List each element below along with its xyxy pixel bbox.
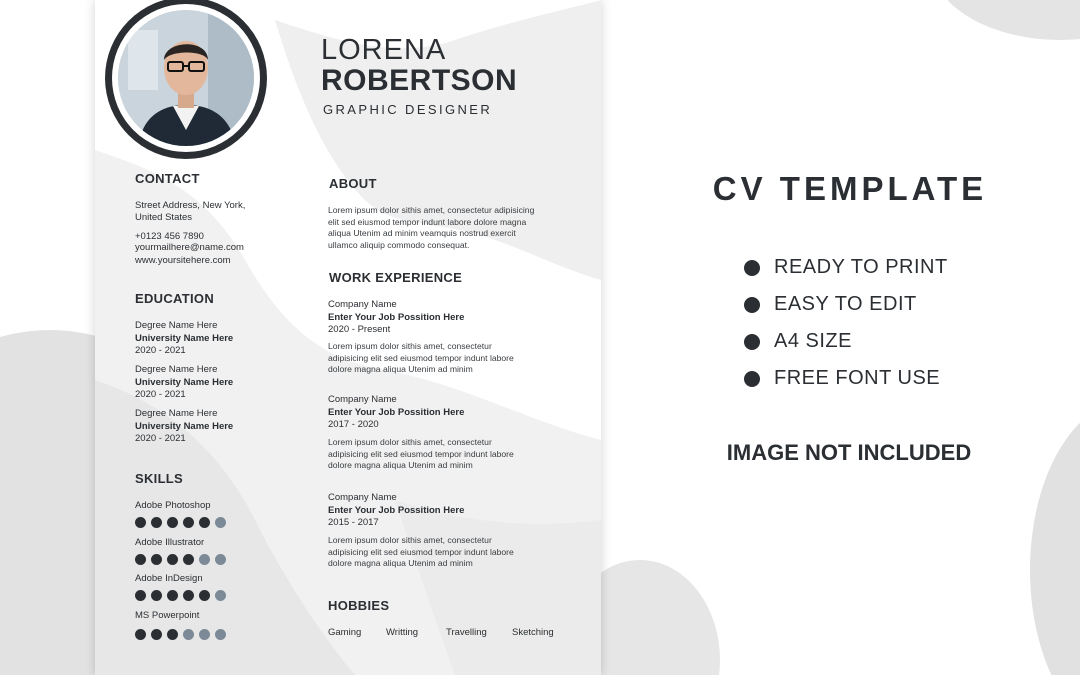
person-portrait-icon [118, 10, 254, 146]
work-company: Company Name [328, 394, 397, 405]
skill-name: MS Powerpoint [135, 610, 200, 621]
skill-dot-empty [215, 590, 226, 601]
image-not-included-note: IMAGE NOT INCLUDED [726, 440, 972, 465]
skill-dot-empty [199, 629, 210, 640]
bullet-icon [744, 334, 760, 350]
profile-photo-frame [105, 0, 267, 159]
hobby-item: Writting [386, 627, 419, 638]
feature-item [744, 293, 917, 316]
skill-dot-filled [135, 590, 146, 601]
skill-dot-filled [167, 554, 178, 565]
skill-dot-empty [215, 517, 226, 528]
education-university: University Name Here [135, 421, 234, 432]
feature-label: A4 SIZE [774, 330, 852, 352]
skill-rating [135, 629, 226, 640]
bullet-icon [744, 371, 760, 387]
feature-label: FREE FONT USE [774, 367, 941, 389]
skill-name: Adobe InDesign [135, 573, 203, 584]
skill-dot-filled [183, 554, 194, 565]
skill-dot-filled [135, 517, 146, 528]
last-name: ROBERTSON [321, 64, 518, 97]
work-experience-heading: WORK EXPERIENCE [329, 270, 463, 285]
hobbies-heading: HOBBIES [328, 598, 390, 613]
skill-dot-filled [167, 590, 178, 601]
skill-dot-filled [167, 629, 178, 640]
work-years: 2017 - 2020 [328, 419, 379, 430]
work-company: Company Name [328, 492, 397, 503]
work-position: Enter Your Job Possition Here [328, 505, 465, 516]
skill-rating [135, 517, 226, 528]
hobby-item: Gaming [328, 627, 362, 638]
hobby-item: Travelling [446, 627, 487, 638]
job-title: GRAPHIC DESIGNER [323, 102, 493, 117]
hobbies-list [328, 627, 554, 638]
education-years: 2020 - 2021 [135, 389, 186, 400]
skill-dot-empty [199, 554, 210, 565]
feature-label: READY TO PRINT [774, 256, 948, 278]
skill-dot-empty [215, 554, 226, 565]
feature-label: EASY TO EDIT [774, 293, 917, 315]
skill-dot-filled [167, 517, 178, 528]
skill-dot-filled [151, 629, 162, 640]
skill-dot-filled [151, 517, 162, 528]
skill-dot-filled [183, 590, 194, 601]
skill-dot-filled [183, 517, 194, 528]
skill-dot-filled [199, 517, 210, 528]
skill-name: Adobe Illustrator [135, 537, 205, 548]
contact-phone: +0123 456 7890 [135, 231, 204, 242]
work-description: Lorem ipsum dolor sithis amet, consectetur adipisicing elit sed eiusmod tempor indunt labore dolore magna aliqua Utenim ad minim [328, 535, 514, 569]
feature-item [744, 367, 940, 390]
contact-website: www.yoursitehere.com [135, 255, 231, 266]
skill-rating [135, 554, 226, 565]
skill-dot-filled [135, 554, 146, 565]
education-university: University Name Here [135, 333, 234, 344]
education-years: 2020 - 2021 [135, 433, 186, 444]
education-heading: EDUCATION [135, 291, 215, 306]
about-heading: ABOUT [329, 176, 377, 191]
first-name: LORENA [321, 34, 447, 66]
contact-address-line1: Street Address, New York, [135, 200, 246, 211]
skill-name: Adobe Photoshop [135, 500, 211, 511]
education-degree: Degree Name Here [135, 320, 218, 331]
education-degree: Degree Name Here [135, 364, 218, 375]
work-years: 2020 - Present [328, 324, 391, 335]
work-company: Company Name [328, 299, 397, 310]
education-years: 2020 - 2021 [135, 345, 186, 356]
feature-item [744, 330, 852, 353]
profile-photo [118, 10, 254, 146]
work-position: Enter Your Job Possition Here [328, 312, 465, 323]
work-description: Lorem ipsum dolor sithis amet, consectetur adipisicing elit sed eiusmod tempor indunt labore dolore magna aliqua Utenim ad minim [328, 341, 514, 375]
skill-rating [135, 590, 226, 601]
education-university: University Name Here [135, 377, 234, 388]
hobby-item: Sketching [512, 627, 554, 638]
feature-item [744, 256, 948, 279]
cv-paper [95, 0, 601, 675]
skill-dot-filled [135, 629, 146, 640]
promo-title: CV TEMPLATE [712, 170, 988, 207]
contact-email: yourmailhere@name.com [135, 242, 244, 253]
contact-heading: CONTACT [135, 171, 200, 186]
bullet-icon [744, 297, 760, 313]
work-position: Enter Your Job Possition Here [328, 407, 465, 418]
background-blob-right [1030, 400, 1080, 675]
skill-dot-empty [215, 629, 226, 640]
education-degree: Degree Name Here [135, 408, 218, 419]
background-blob-top-right [930, 0, 1080, 40]
skill-dot-filled [151, 554, 162, 565]
skill-dot-filled [199, 590, 210, 601]
bullet-icon [744, 260, 760, 276]
skills-heading: SKILLS [135, 471, 184, 486]
skill-dot-empty [183, 629, 194, 640]
work-description: Lorem ipsum dolor sithis amet, consectetur adipisicing elit sed eiusmod tempor indunt labore dolore magna aliqua Utenim ad minim [328, 437, 514, 471]
skill-dot-filled [151, 590, 162, 601]
contact-address-line2: United States [135, 212, 193, 223]
about-paragraph: Lorem ipsum dolor sithis amet, consectetur adipisicing elit sed eiusmod tempor indunt labore dolore magna aliqua Utenim ad minim veamquis nostrud exercit ullamco aliquip commodo consequat. [328, 205, 535, 250]
work-years: 2015 - 2017 [328, 517, 379, 528]
